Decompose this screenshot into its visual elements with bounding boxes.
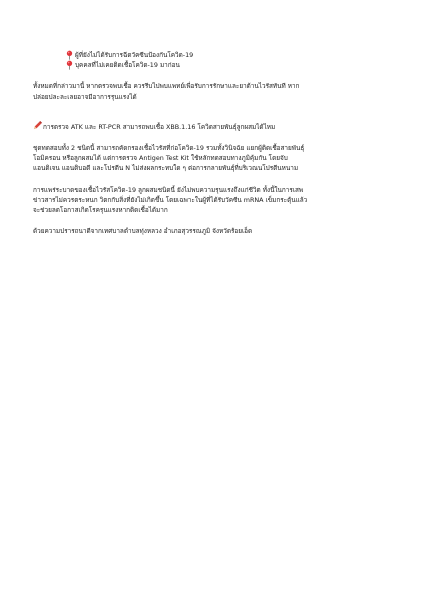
text-line: โอมิครอน หรือลูกผสมได้ แต่การตรวจ Antigen Test Kit ใช้หลักทดสอบทางภูมิคุ้มกัน โดยจับ bbox=[33, 154, 288, 163]
text-line: แอนติเจน แอนติบอดี และโปรตีน N ไม่ส่งผลกระทบใด ๆ ต่อการกลายพันธุ์ที่บริเวณนโปรตีนหนาม bbox=[33, 164, 299, 173]
text-line: ทั้งหมดที่กล่าวมานี้ หากตรวจพบเชื้อ ควรรีบไปพบแพทย์เพื่อรับการรักษาและยาต้านไวรัสทันที หาก bbox=[33, 82, 300, 91]
pin-icon bbox=[65, 60, 74, 70]
pencil-icon bbox=[33, 121, 42, 130]
paragraph-question-heading bbox=[33, 121, 393, 132]
text-line: จะช่วยลดโอกาสเกิดโรครุนแรงหากติดเชื้อได้มาก bbox=[33, 206, 168, 215]
list-item bbox=[65, 50, 393, 60]
text-line: ปล่อยปละละเลยอาจมีอาการรุนแรงได้ bbox=[33, 92, 137, 101]
text-line: ข่าวสารไม่ควรตระหนก วิตกกับสิ่งที่ยังไม่เกิดขึ้น โดยเฉพาะในผู้ที่ได้รับวัคซีน mRNA เข็มกระตุ้นแล้ว bbox=[33, 195, 308, 204]
paragraph-test-kits bbox=[33, 143, 393, 174]
paragraph-signature bbox=[33, 226, 393, 236]
list-item bbox=[65, 60, 393, 70]
bullet-text: ผู้ที่ยังไม่ได้รับการฉีดวัคซีนป้องกันโควิด-19 bbox=[75, 51, 194, 59]
text-line: การตรวจ ATK และ RT-PCR สามารถพบเชื้อ XBB.1.16 โควิดสายพันธุ์ลูกผสมได้ไหม bbox=[43, 122, 276, 131]
document-body bbox=[33, 50, 393, 236]
text-line: การแพร่ระบาดของเชื้อไวรัสโควิด-19 ลูกผสมชนิดนี้ ยังไม่พบความรุนแรงถึงแก่ชีวิต ทั้งนี้ในการเสพ bbox=[33, 185, 304, 194]
paragraph-treatment bbox=[33, 81, 393, 101]
text-line: ด้วยความปรารถนาดีจากเทศบาลตำบลทุ่งหลวง อำเภอสุวรรณภูมิ จังหวัดร้อยเอ็ด bbox=[33, 227, 253, 236]
text-line: ชุดทดสอบทั้ง 2 ชนิดนี้ สามารถคัดกรองเชื้อไวรัสที่ก่อโควิด-19 รวมทั้งวินิจฉัย แยกผู้ติดเชื้อสายพันธุ์ bbox=[33, 144, 305, 153]
paragraph-spread bbox=[33, 185, 393, 216]
pin-icon bbox=[65, 50, 74, 60]
bullet-text: บุคคลที่ไม่เคยติดเชื้อโควิด-19 มาก่อน bbox=[75, 61, 180, 70]
bullet-list bbox=[65, 50, 393, 70]
